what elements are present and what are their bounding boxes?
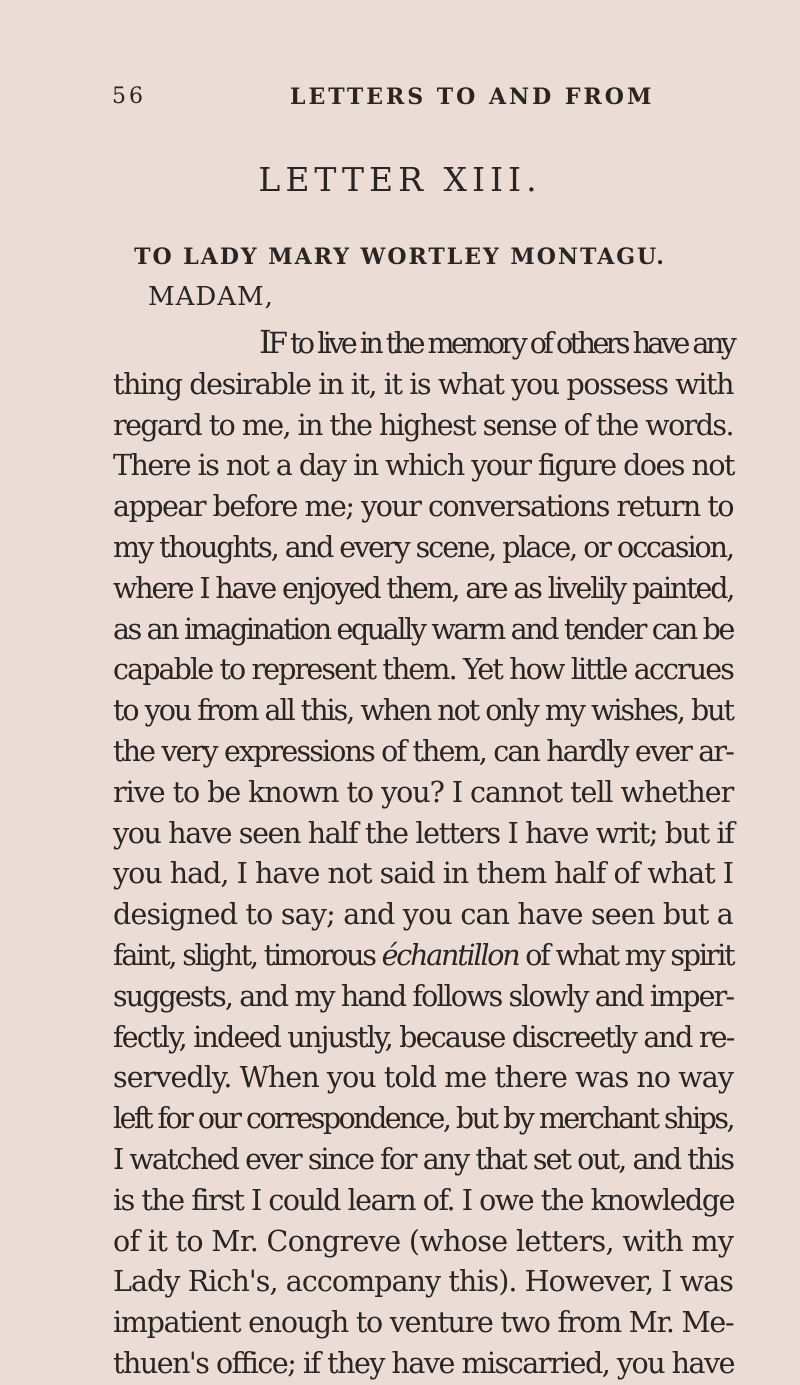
drop-cap-initial: I [259,323,269,361]
body-line: faint, slight, timorous échantillon of what my spirit [113,938,734,972]
body-line: fectly, indeed unjustly, because discreetly and re- [113,1020,734,1054]
running-head-title: LETTERS TO AND FROM [290,84,655,110]
body-line: you have seen half the letters I have writ; but if [113,816,734,850]
page-number: 56 [112,84,146,109]
body-line: I watched ever since for any that set out, and this [113,1142,733,1176]
body-line-1 [113,322,733,365]
body-line: my thoughts, and every scene, place, or occasion, [113,530,733,564]
first-line-text: F to live in the memory of others have any [268,327,734,360]
body-line: thing desirable in it, it is what you possess with [113,367,734,401]
body-line: where I have enjoyed them, are as livelily painted, [113,571,734,605]
body-line: the very expressions of them, can hardly ever ar- [113,734,733,768]
body-line: capable to represent them. Yet how little accrues [113,653,733,687]
body-line: Lady Rich's, accompany this). However, I was [113,1265,733,1299]
italic-word: échantillon [381,938,519,972]
body-line: appear before me; your conversations return to [113,490,733,524]
body-line: you had, I have not said in them half of what I [113,857,733,891]
letter-addressee: TO LADY MARY WORTLEY MONTAGU. [134,244,666,270]
body-line: of it to Mr. Congreve (whose letters, with my [113,1224,734,1258]
body-line: is the first I could learn of. I owe the knowledge [113,1183,735,1217]
body-line: rive to be known to you? I cannot tell whether [113,775,734,809]
body-line: There is not a day in which your figure does not [113,449,734,483]
body-line: servedly. When you told me there was no way [113,1061,733,1095]
body-line: as an imagination equally warm and tender can be [113,612,733,646]
letter-salutation: MADAM, [148,282,274,312]
letter-body [113,322,733,1385]
running-head [112,84,732,120]
body-line: suggests, and my hand follows slowly and imper- [113,979,734,1013]
body-line: thuen's office; if they have miscarried, you have [113,1346,734,1380]
body-line: impatient enough to venture two from Mr. Me- [113,1306,734,1340]
letter-title: LETTER XIII. [258,160,542,199]
body-line: regard to me, in the highest sense of the words. [113,408,733,442]
body-line: to you from all this, when not only my wishes, but [113,694,733,728]
body-line: left for our correspondence, but by merchant ships, [113,1102,733,1136]
body-line: designed to say; and you can have seen but a [113,898,733,932]
